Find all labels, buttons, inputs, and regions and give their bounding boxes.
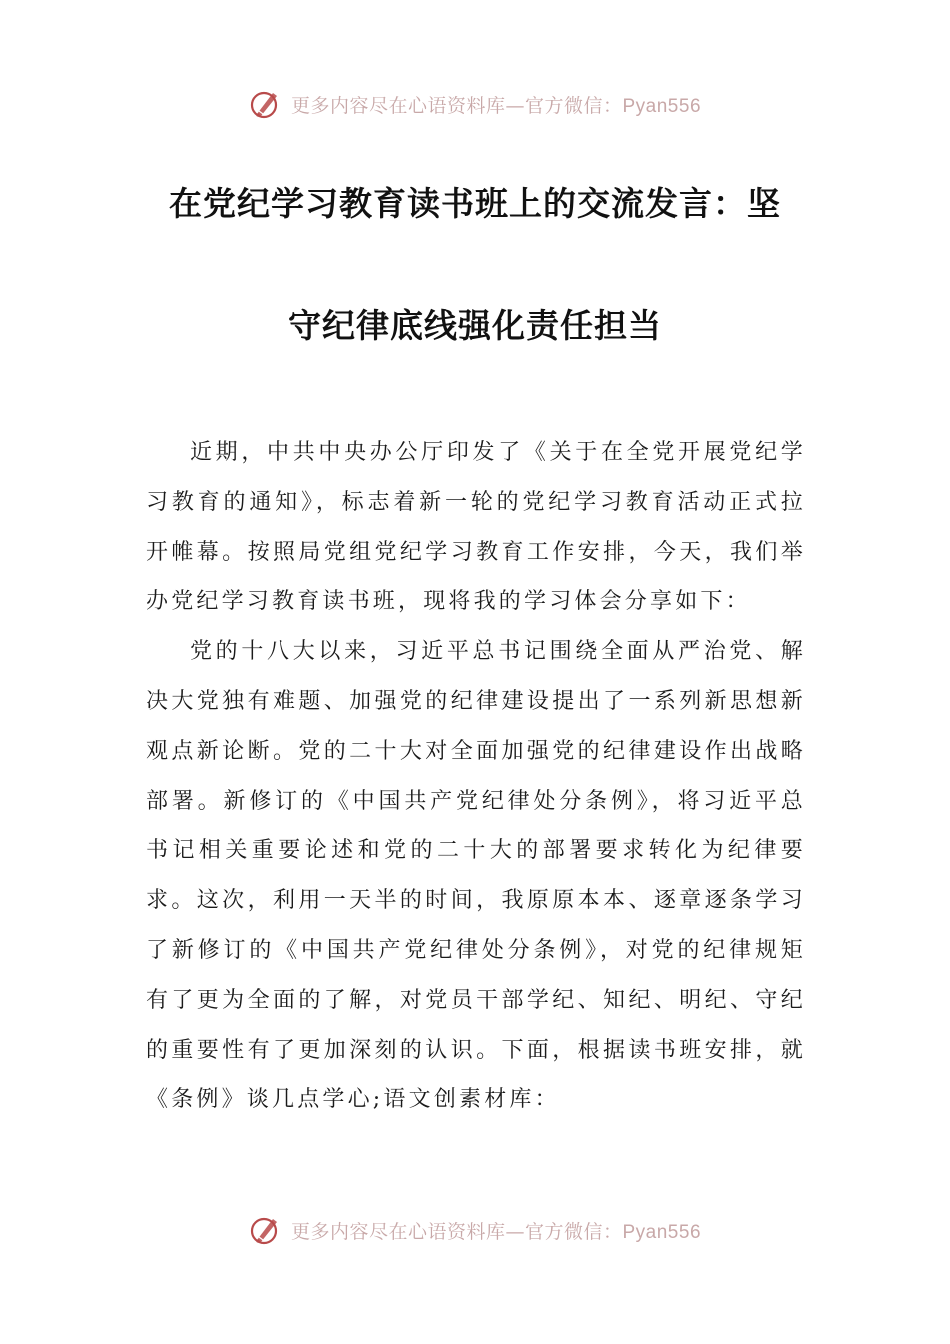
footer-watermark [0,1210,950,1250]
body-paragraph-1: 近期，中共中央办公厅印发了《关于在全党开展党纪学习教育的通知》，标志着新一轮的党纪学习教育活动正式拉开帷幕。按照局党组党纪学习教育工作安排，今天，我们举办党纪学习教育读书班，现将我的学习体会分享如下： [146,440,806,615]
watermark-wechat-id: Pyan556 [622,95,702,117]
quill-pen-logo-icon [249,87,283,121]
watermark-wechat-id: Pyan556 [622,1221,702,1243]
watermark-text: 更多内容尽在心语资料库—官方微信：Pyan556 [290,94,702,117]
document-body [146,428,806,1125]
document-title-line-1: 在党纪学习教育读书班上的交流发言：坚 [169,184,781,223]
quill-pen-logo-icon [249,1213,283,1247]
body-paragraph-2: 党的十八大以来，习近平总书记围绕全面从严治党、解决大党独有难题、加强党的纪律建设提出了一系列新思想新观点新论断。党的二十大对全面加强党的纪律建设作出战略部署。新修订的《中国共产党纪律处分条例》，将习近平总书记相关重要论述和党的二十大的部署要求转化为纪律要求。这次，利用一天半的时间，我原原本本、逐章逐条学习了新修订的《中国共产党纪律处分条例》，对党的纪律规矩有了更为全面的了解，对党员干部学纪、知纪、明纪、守纪的重要性有了更加深刻的认识。下面，根据读书班安排，就《条例》谈几点学心;语文创素材库： [146,639,806,1113]
watermark-text: 更多内容尽在心语资料库—官方微信：Pyan556 [290,1220,702,1243]
document-title-line-2: 守纪律底线强化责任担当 [288,306,662,345]
header-watermark [0,84,950,124]
